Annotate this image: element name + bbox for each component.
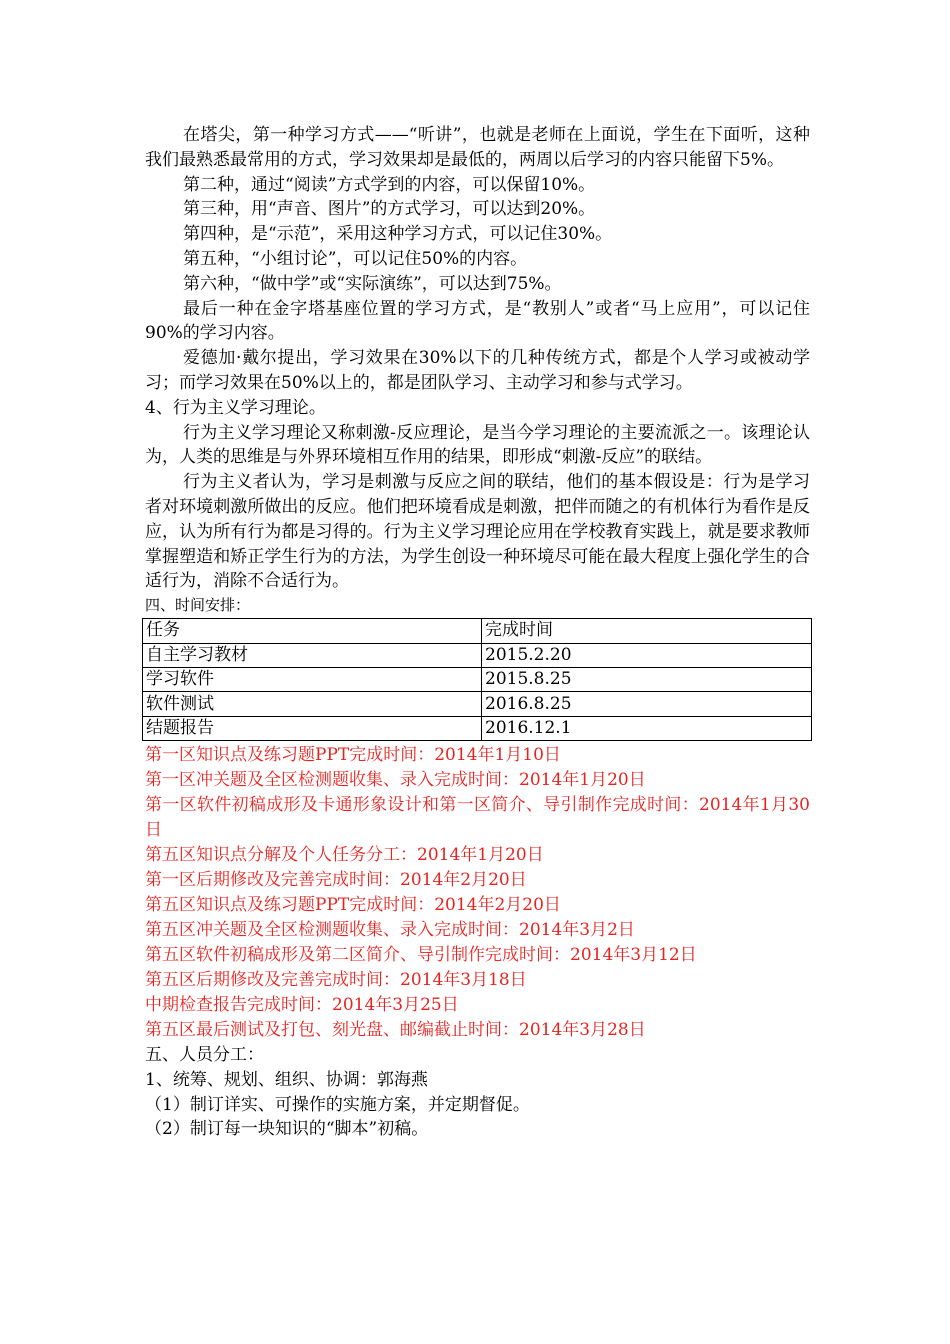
milestone-line: 第一区后期修改及完善完成时间：2014年2月20日 [145, 870, 527, 891]
paragraph: 行为主义学习理论又称刺激-反应理论，是当今学习理论的主要流派之一。该理论认为，人类的思维是与外界环境相互作用的结果，即形成“刺激-反应”的联结。 [145, 422, 810, 468]
milestone-line: 中期检查报告完成时间：2014年3月25日 [145, 995, 459, 1016]
milestone-line: 第五区最后测试及打包、刻光盘、邮编截止时间：2014年3月28日 [145, 1020, 646, 1041]
milestone-list [145, 743, 810, 1043]
table-cell: 2015.2.20 [482, 643, 812, 667]
schedule-table [142, 618, 812, 741]
table-cell: 结题报告 [143, 716, 482, 740]
section-heading: 4、行为主义学习理论。 [145, 397, 326, 418]
table-header-cell: 完成时间 [482, 619, 812, 643]
table-row [143, 643, 812, 667]
table-cell: 2015.8.25 [482, 667, 812, 691]
paragraph: 爱德加·戴尔提出，学习效果在30%以下的几种传统方式，都是个人学习或被动学习；而学习效果在50%以上的，都是团队学习、主动学习和参与式学习。 [145, 348, 810, 393]
milestone-line: 第五区知识点及练习题PPT完成时间：2014年2月20日 [145, 895, 561, 916]
paragraph: 第三种，用“声音、图片”的方式学习，可以达到20%。 [183, 199, 596, 220]
table-row [143, 667, 812, 691]
table-header-row [143, 619, 812, 643]
paragraph: 第五种，“小组讨论”，可以记住50%的内容。 [183, 248, 528, 269]
staff-heading: 五、人员分工： [145, 1045, 264, 1066]
milestone-line: 第一区软件初稿成形及卡通形象设计和第一区简介、导引制作完成时间：2014年1月30日 [145, 795, 810, 841]
paragraph: 在塔尖，第一种学习方式——“听讲”，也就是老师在上面说，学生在下面听，这种我们最熟悉最常用的方式，学习效果却是最低的，两周以后学习的内容只能留下5%。 [145, 125, 810, 170]
staff-line: 1、统筹、规划、组织、协调：郭海燕 [145, 1069, 428, 1090]
staff-line: （2）制订每一块知识的“脚本”初稿。 [145, 1119, 429, 1140]
staff-line: （1）制订详实、可操作的实施方案，并定期督促。 [145, 1094, 530, 1115]
document-page [145, 123, 810, 1142]
table-cell: 学习软件 [143, 667, 482, 691]
paragraph: 第四种，是“示范”，采用这种学习方式，可以记住30%。 [183, 224, 613, 245]
paragraph: 最后一种在金字塔基座位置的学习方式，是“教别人”或者“马上应用”，可以记住90%的学习内容。 [145, 298, 810, 344]
paragraph: 第二种，通过“阅读”方式学到的内容，可以保留10%。 [183, 174, 596, 195]
milestone-line: 第一区冲关题及全区检测题收集、录入完成时间：2014年1月20日 [145, 770, 646, 791]
table-cell: 自主学习教材 [143, 643, 482, 667]
table-row [143, 692, 812, 716]
paragraph: 行为主义者认为，学习是刺激与反应之间的联结，他们的基本假设是：行为是学习者对环境刺激所做出的反应。他们把环境看成是刺激，把伴而随之的有机体行为看作是反应，认为所有行为都是习得的。行为主义学习理论应用在学校教育实践上，就是要求教师掌握塑造和矫正学生行为的方法，为学生创设一种环境尽可能在最大程度上强化学生的合适行为，消除不合适行为。 [145, 472, 810, 592]
milestone-line: 第五区软件初稿成形及第二区简介、导引制作完成时间：2014年3月12日 [145, 945, 697, 966]
paragraph: 第六种，“做中学”或“实际演练”，可以达到75%。 [183, 273, 562, 294]
table-header-cell: 任务 [143, 619, 482, 643]
milestone-line: 第一区知识点及练习题PPT完成时间：2014年1月10日 [145, 745, 561, 766]
table-row [143, 716, 812, 740]
milestone-line: 第五区知识点分解及个人任务分工：2014年1月20日 [145, 845, 544, 866]
table-cell: 2016.12.1 [482, 716, 812, 740]
milestone-line: 第五区冲关题及全区检测题收集、录入完成时间：2014年3月2日 [145, 920, 635, 941]
milestone-line: 第五区后期修改及完善完成时间：2014年3月18日 [145, 970, 527, 991]
schedule-heading: 四、时间安排： [145, 596, 251, 615]
table-cell: 软件测试 [143, 692, 482, 716]
table-cell: 2016.8.25 [482, 692, 812, 716]
